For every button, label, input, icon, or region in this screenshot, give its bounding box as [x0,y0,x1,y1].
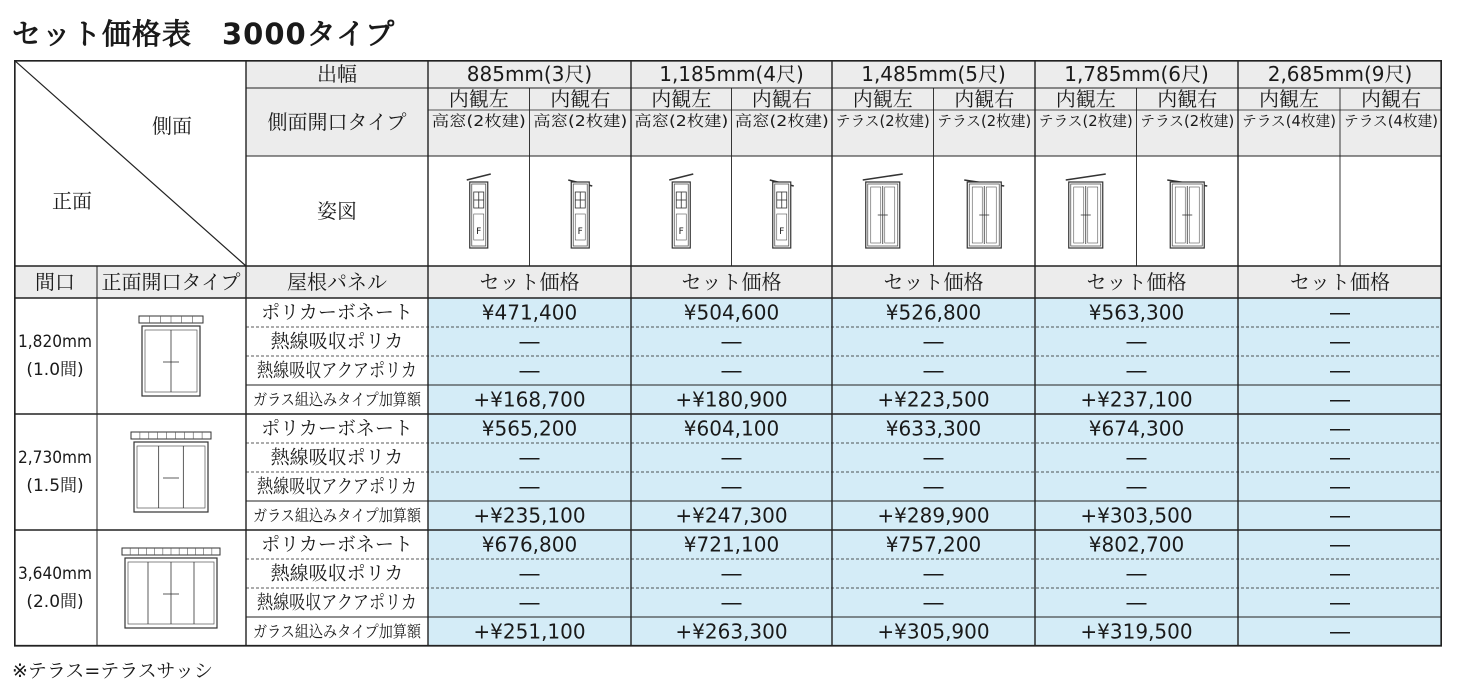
roof-label: 屋根パネル [287,270,387,294]
price-cell: ― [721,329,742,354]
price-cell: +¥168,700 [473,387,586,412]
price-cell: ¥633,300 [885,416,982,441]
width-header: 1,785mm(6尺) [1064,62,1209,86]
price-cell: ― [1126,590,1147,615]
roof-panel-name: ガラス組込みタイプ加算額 [253,622,422,641]
width-header: 1,185mm(4尺) [659,62,804,86]
price-cell: ― [1330,300,1350,325]
price-cell: ¥563,300 [1088,300,1185,325]
price-cell: ― [1126,358,1147,383]
side-view-figure-icon [863,174,903,248]
price-table [14,60,1442,650]
price-cell: ¥802,700 [1088,532,1185,557]
price-cell: ― [1126,474,1147,499]
figure-mark: F [577,227,583,237]
price-cell: ― [519,358,540,383]
price-cell: +¥180,900 [675,387,788,412]
price-cell: ― [1126,329,1147,354]
price-cell: ¥565,200 [481,416,578,441]
price-cell: ― [519,445,540,470]
side-view-figure-icon [568,180,592,248]
price-cell: ― [1330,532,1350,557]
roof-panel-name: ガラス組込みタイプ加算額 [253,390,422,409]
price-cell: ¥674,300 [1088,416,1185,441]
price-cell: ― [1330,358,1350,383]
price-cell: ― [519,474,540,499]
roof-panel-name: 熱線吸収ポリカ [270,330,404,353]
side-open-type: テラス(2枚建) [1038,112,1133,130]
price-cell: ¥604,100 [683,416,780,441]
frontage-label: 間口 [35,270,75,294]
side-open-type: テラス(4枚建) [1242,112,1336,130]
price-cell: ― [519,561,540,586]
front-open-label: 正面開口タイプ [101,270,241,294]
price-cell: ― [721,590,742,615]
side-open-type: テラス(4枚建) [1344,112,1438,130]
footnote: ※テラス=テラスサッシ [12,660,213,682]
price-table-grid [14,60,1442,650]
price-cell: ¥721,100 [683,532,780,557]
set-price-label: セット価格 [681,270,782,294]
price-cell: +¥319,500 [1080,619,1193,644]
side-view-figure-icon [1167,180,1207,248]
price-cell: ― [923,590,944,615]
price-cell: ― [1330,503,1350,528]
side-view-figure-icon [964,180,1004,248]
price-cell: ― [1330,619,1350,644]
front-view-figure-icon [139,316,203,396]
price-cell: ― [923,474,944,499]
price-cell: ¥526,800 [885,300,982,325]
roof-panel-name: 熱線吸収アクアポリカ [257,359,417,382]
price-cell: ¥504,600 [683,300,780,325]
roof-panel-name: ポリカーボネート [261,533,413,556]
price-cell: +¥235,100 [473,503,586,528]
price-cell: ― [519,329,540,354]
frontage-ken: (1.0間) [26,360,84,380]
price-cell: ― [923,561,944,586]
side-view-label: 内観左 [1055,87,1116,111]
side-open-label: 側面開口タイプ [267,110,407,134]
side-view-label: 内観右 [550,87,611,111]
side-view-label: 内観左 [651,87,712,111]
price-cell: ― [923,329,944,354]
price-cell: +¥263,300 [675,619,788,644]
frontage-ken: (2.0間) [26,592,84,612]
roof-panel-name: ポリカーボネート [261,301,413,324]
frontage-value: 3,640mm [18,564,92,584]
figure-label: 姿図 [317,199,357,223]
set-price-label: セット価格 [1290,270,1390,294]
side-view-label: 内観左 [852,87,913,111]
price-cell: +¥251,100 [473,619,586,644]
side-open-type: 高窓(2枚建) [533,112,628,130]
figure-mark: F [779,227,785,237]
side-open-type: テラス(2枚建) [937,112,1032,130]
price-cell: ― [1330,474,1350,499]
side-open-type: 高窓(2枚建) [431,112,526,130]
width-header: 1,485mm(5尺) [861,62,1006,86]
price-cell: ¥471,400 [481,300,578,325]
side-open-type: テラス(2枚建) [1140,112,1235,130]
side-open-type: テラス(2枚建) [835,112,930,130]
price-cell: ― [1330,590,1350,615]
side-view-label: 内観左 [1259,87,1319,111]
price-cell: ― [1330,416,1350,441]
price-cell: ― [721,561,742,586]
price-cell: ― [721,474,742,499]
front-view-figure-icon [122,548,220,628]
width-header: 885mm(3尺) [466,62,593,86]
side-view-label: 内観右 [751,87,812,111]
set-price-label: セット価格 [883,270,984,294]
price-cell: ― [1330,445,1350,470]
front-label: 正面 [52,189,92,213]
price-cell: +¥247,300 [675,503,788,528]
price-cell: +¥305,900 [877,619,990,644]
width-header: 2,685mm(9尺) [1267,62,1413,86]
price-cell: ― [1126,561,1147,586]
side-view-figure-icon [1066,174,1106,248]
set-price-label: セット価格 [479,270,580,294]
frontage-ken: (1.5間) [26,476,84,496]
price-cell: ― [721,445,742,470]
figure-mark: F [476,227,482,237]
side-view-label: 内観左 [448,87,509,111]
price-cell: ― [1126,445,1147,470]
roof-panel-name: 熱線吸収アクアポリカ [257,475,417,498]
page-title: セット価格表 3000タイプ [12,17,396,51]
frontage-value: 2,730mm [18,448,92,468]
figure-mark: F [678,227,684,237]
roof-panel-name: 熱線吸収アクアポリカ [257,591,417,614]
price-cell: ― [1330,561,1350,586]
price-cell: ― [923,445,944,470]
front-view-figure-icon [131,432,211,512]
price-cell: ¥757,200 [885,532,982,557]
side-view-figure-icon [669,174,693,248]
side-open-type: 高窓(2枚建) [734,112,829,130]
price-cell: +¥303,500 [1080,503,1193,528]
price-cell: ― [1330,387,1350,412]
price-cell: ― [1330,329,1350,354]
side-view-label: 内観右 [1361,87,1421,111]
side-view-label: 内観右 [1157,87,1218,111]
roof-panel-name: 熱線吸収ポリカ [270,562,404,585]
roof-panel-name: ポリカーボネート [261,417,413,440]
roof-panel-name: 熱線吸収ポリカ [270,446,404,469]
side-view-label: 内観右 [954,87,1015,111]
price-cell: +¥223,500 [877,387,990,412]
frontage-value: 1,820mm [18,332,92,352]
price-cell: ― [721,358,742,383]
side-open-type: 高窓(2枚建) [634,112,729,130]
price-cell: ― [923,358,944,383]
price-cell: ― [519,590,540,615]
side-view-figure-icon [467,174,491,248]
set-price-label: セット価格 [1086,270,1187,294]
price-cell: +¥237,100 [1080,387,1193,412]
roof-panel-name: ガラス組込みタイプ加算額 [253,506,422,525]
width-label: 出幅 [317,62,357,86]
price-cell: +¥289,900 [877,503,990,528]
side-label: 側面 [152,114,192,138]
side-view-figure-icon [770,180,794,248]
price-cell: ¥676,800 [481,532,578,557]
